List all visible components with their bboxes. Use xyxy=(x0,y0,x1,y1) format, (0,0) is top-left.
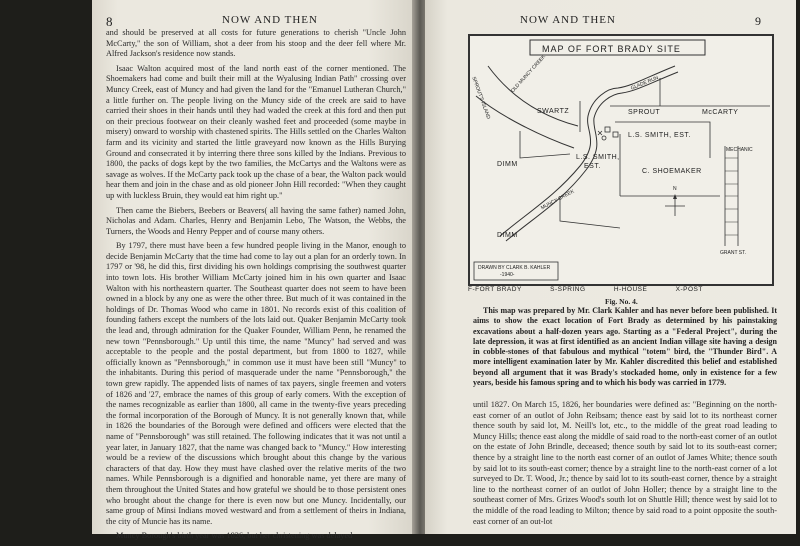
compass-north: N xyxy=(673,186,677,192)
map-label-sprouts-island: SPROUT'S ISLAND xyxy=(470,76,492,120)
paragraph: Then came the Biebers, Beebers or Beavers( all having the same father) named John, Nicholas and Adam. Charles, Henry and Benjamin Lebo, The Watson, the Webbs, the Turners, the Woods and Henry Pepper and of course many others. xyxy=(106,205,406,236)
legend-post: X-POST xyxy=(675,286,703,293)
map-drawing xyxy=(470,36,772,284)
map-credit-year: -1940- xyxy=(500,272,515,278)
paragraph: and should be preserved at all costs for future generations to cherish "Uncle John McCarty," the son of William, shot a deer from his stoop and the deer fell where Mr. Alfred Jackson's residence now stands. xyxy=(106,28,406,59)
page-number: 8 xyxy=(106,14,114,29)
paragraph: By 1797, there must have been a few hundred people living in the Manor, enough to decide Benjamin McCarty that the time had come to lay out a plan for an orderly town. In 1797 or '98, he did this, first dividing his own holdings comprising the southwest quarter into town lots. His brother William McCarty joined him in his own quarter and Isaac Walton with his northeastern quarter. The Southeast quarter does not seem to have been owned in a block by any one as were the other three. But much of it was contained in the holdings of Dr. Thomas Wood who came in 1801. No records exist of this coalition of founding fathers except the numbers of the lots laid out. Quaker Benjamin McCarty took the lead and, through admiration for the Quaker Founder, William Penn, he renamed the new town "Pennsborough." Up until this time, the name "Muncy" had served and was acceptable to the people and the postal department, but from 1800 to 1827, while officially known as "Pennsborough," in common use it must have been still "Muncy" to the inhabitants. During this period of masquerade under the name "Pennsborough," the town grew rapidly. The appended lists of names of tax payers, single freemen and voters of 1826 and '27, embrace the names of this group of early comers. With the exception of the names recognizable as earlier than 1800, all came in the twenty-five years preceding the formal incorporation of the Borough of Muncy. It is not generally known that, while in 1826 the boundaries of the Borough were defined and officers were elected that the name of "Pennsborough" was still retained. The following indicates that it was not until a year later, in January 1827, that the name was changed back to "Muncy." How interesting would be a review of the discussions which brought about this change by the various characters of that day. How they must have clashed over the relative merits of the two names. While Pennsborough is a dignified and honorable name, yet there are many of them throughout the United States and how grateful we should be to those persistent ones who brought about the change for there is even now but one Muncy. Incidentally, our same group of Minsi Indians moved westward and from a settlement of theirs in Indiana, the city of Muncie has its name. xyxy=(106,241,406,526)
legend-house: H-HOUSE xyxy=(613,286,648,293)
map-label-sprout: SPROUT xyxy=(628,109,661,116)
map-label-muncy-creek: MUNCY CREEK xyxy=(540,188,576,212)
map-label-grant: GRANT ST. xyxy=(720,250,747,256)
map-legend xyxy=(468,286,774,293)
legend-fort: F-FORT BRADY xyxy=(468,286,522,293)
figure-label: Fig. No. 4. xyxy=(605,297,638,306)
legend-spring: S-SPRING xyxy=(550,286,586,293)
paragraph: Isaac Walton acquired most of the land north east of the corner mentioned. The Shoemakers had come and built their mill at the Wyalusing Indian Path" crossing over Muncy Creek, east of Muncy and had given the land for the "Emanuel Lutheran Church," a little further on. The people living on the Muncy side of the creek are said to have carried their shoes in their hands until they had waded the creek at this ford and then put on their precious footwear on their cleanly washed feet and proceeded (some maybe in misery) onward to worship with chastened spirits. The Hills settled on the Charles Walton farm and its vicinity and started the little graveyard now known as the Hills Burying Ground and consecrated it by interring there three sons killed by the Indians. Previous to 1800, the packs of dogs kept by the two families, the McCartys and the Waltons were as savage as wolves. If the McCarty pack took up the chase of a bear, the Walton pack would hear them and join in the chase and as old pioneer John Hill recorded: "When they caught up with luckless Bruin, they would eat him right up." xyxy=(106,63,406,200)
map-label-est: EST. xyxy=(584,163,601,170)
map-label-swartz: SWARTZ xyxy=(537,108,570,115)
running-head: NOW AND THEN xyxy=(222,14,318,26)
body-text xyxy=(106,28,406,546)
map-label-lsmith: L.S. SMITH, xyxy=(576,154,620,161)
map-credit: DRAWN BY CLARK B. KAHLER xyxy=(478,265,551,271)
map-label-shoemaker: C. SHOEMAKER xyxy=(642,168,702,175)
map-title: MAP OF FORT BRADY SITE xyxy=(542,44,681,54)
map-label-lsmith-est: L.S. SMITH, EST. xyxy=(628,132,691,139)
map-label-dimm: DIMM xyxy=(497,232,518,239)
map-label-old-muncy-creek: OLD MUNCY CREEK xyxy=(510,53,547,95)
fort-brady-map xyxy=(468,34,774,286)
map-label-mccarty: McCARTY xyxy=(702,109,739,116)
map-label-glade-run: GLADE RUN xyxy=(630,75,660,92)
figure-caption: This map was prepared by Mr. Clark Kahler and has never before been published. It aims to show the exact location of Fort Brady as determined by his painstaking excavations about a half-dozen years ago. Starting as a "Federal Project", during the late depression, it was at first identified as an ancient Indian village site having a design in cobble-stones of that fabulous and mythical "totem" bird, the "Thunder Bird". A more intelligent examination later by Mr. Kahler discredited this belief and established beyond all argument that it was Brady's stockaded home, only in existence for a few years, beside his famous spring and to which his body was carried in 1779. xyxy=(473,306,777,388)
page-number: 9 xyxy=(755,14,762,28)
paragraph: until 1827. On March 15, 1826, her boundaries were defined as: "Beginning on the north-east corner of an outlot of John Reibsam; thence east by said lot to its northeast corner thence south by said lot, M. Neill's lot, etc., to the middle of the great road leading to Muncy Hills; thence east along the middle of said road to the north-east corner of an outlot on the estate of John Brindle, deceased; thence south by said lot to its south-east corner; thence by a straight line to the north east corner of an outlot of James White; thence south by said lot to its south-east corner; thence by a straight line to the north-east corner of a lot surveyed to Dr. T. Wood, Jr.; thence by said lot to its south-east corner, thence by a straight line to the northeast corner of an outlot of John Holler; thence by a straight line to the southeast corner of Mrs. Grizes Wood's south lot on Shuttle Hill; thence west by said lot to the middle of the road leading to Milton; thence by said road to a point opposite the south-east corner of an out-lot xyxy=(473,400,777,526)
paragraph: Muncy Borough's birth year was 1826, but her christening was delayed xyxy=(116,531,353,541)
right-page xyxy=(425,0,796,534)
map-label-dimm: DIMM xyxy=(497,161,518,168)
left-page xyxy=(92,0,417,541)
running-head: NOW AND THEN xyxy=(520,14,616,26)
map-label-mechanic: MECHANIC xyxy=(726,147,753,153)
body-text xyxy=(473,400,777,531)
